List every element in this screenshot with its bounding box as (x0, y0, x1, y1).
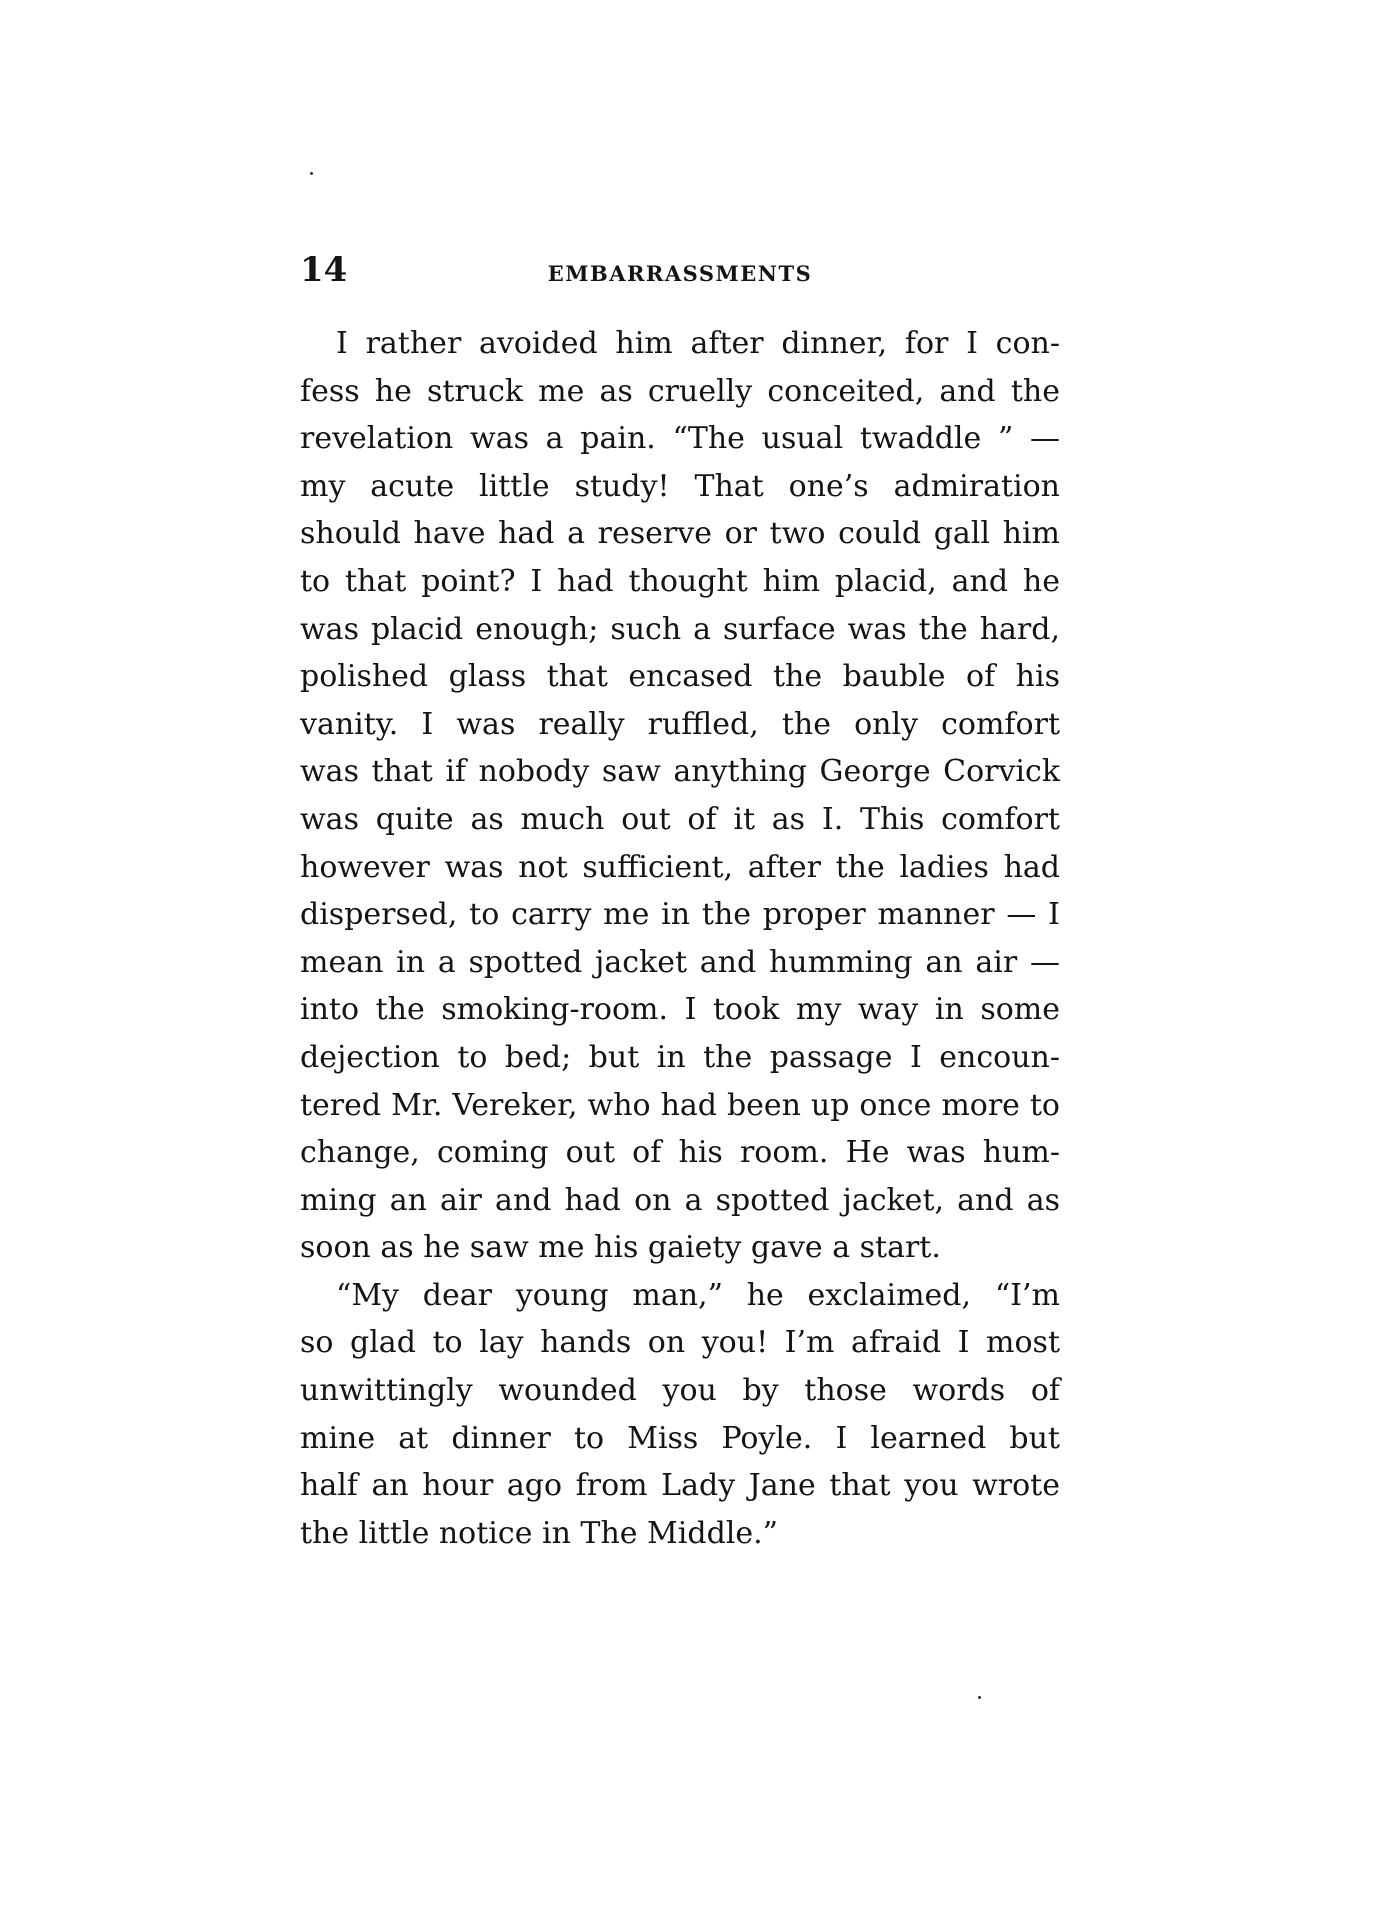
text-line: mine at dinner to Miss Poyle. I learned but (300, 1420, 1060, 1456)
text-line: unwittingly wounded you by those words of (300, 1373, 1060, 1409)
text-line: revelation was a pain. “The usual twaddle ” — (300, 421, 1060, 457)
text-line: however was not sufficient, after the ladies had (300, 849, 1060, 885)
text-line: half an hour ago from Lady Jane that you wrote (300, 1468, 1060, 1504)
page-number: 14 (300, 250, 348, 290)
text-line: my acute little study! That one’s admiration (300, 468, 1060, 504)
text-line: dejection to bed; but in the passage I encoun- (300, 1039, 1060, 1075)
text-line: fess he struck me as cruelly conceited, and the (300, 373, 1060, 409)
text-line: to that point? I had thought him placid, and he (300, 563, 1060, 599)
text-line: ming an air and had on a spotted jacket, and as (300, 1182, 1060, 1218)
ink-speck (978, 1696, 981, 1699)
text-line: the little notice in The Middle.” (300, 1515, 778, 1551)
text-line: was placid enough; such a surface was the hard, (300, 611, 1060, 647)
text-line: polished glass that encased the bauble of his (300, 659, 1060, 695)
text-line: into the smoking-room. I took my way in some (300, 992, 1060, 1028)
ink-speck (310, 172, 313, 175)
body-text (300, 320, 1060, 1557)
paragraph-2 (300, 1272, 1060, 1558)
text-line: tered Mr. Vereker, who had been up once more to (300, 1087, 1060, 1123)
paragraph-1 (300, 320, 1060, 1272)
text-line: vanity. I was really ruffled, the only comfort (300, 706, 1060, 742)
text-line: was that if nobody saw anything George Corvick (300, 754, 1060, 790)
running-head: EMBARRASSMENTS (547, 261, 813, 286)
page-header (300, 250, 1060, 298)
text-line: should have had a reserve or two could gall him (300, 516, 1060, 552)
text-line: soon as he saw me his gaiety gave a start. (300, 1230, 941, 1266)
text-line: “My dear young man,” he exclaimed, “I’m (336, 1277, 1060, 1313)
text-line: was quite as much out of it as I. This comfort (300, 801, 1060, 837)
text-line: mean in a spotted jacket and humming an air — (300, 944, 1060, 980)
text-line: I rather avoided him after dinner, for I con- (336, 326, 1060, 361)
text-line: so glad to lay hands on you! I’m afraid I most (300, 1325, 1060, 1361)
text-line: change, coming out of his room. He was hum- (300, 1135, 1060, 1171)
text-line: dispersed, to carry me in the proper manner — I (300, 897, 1060, 933)
